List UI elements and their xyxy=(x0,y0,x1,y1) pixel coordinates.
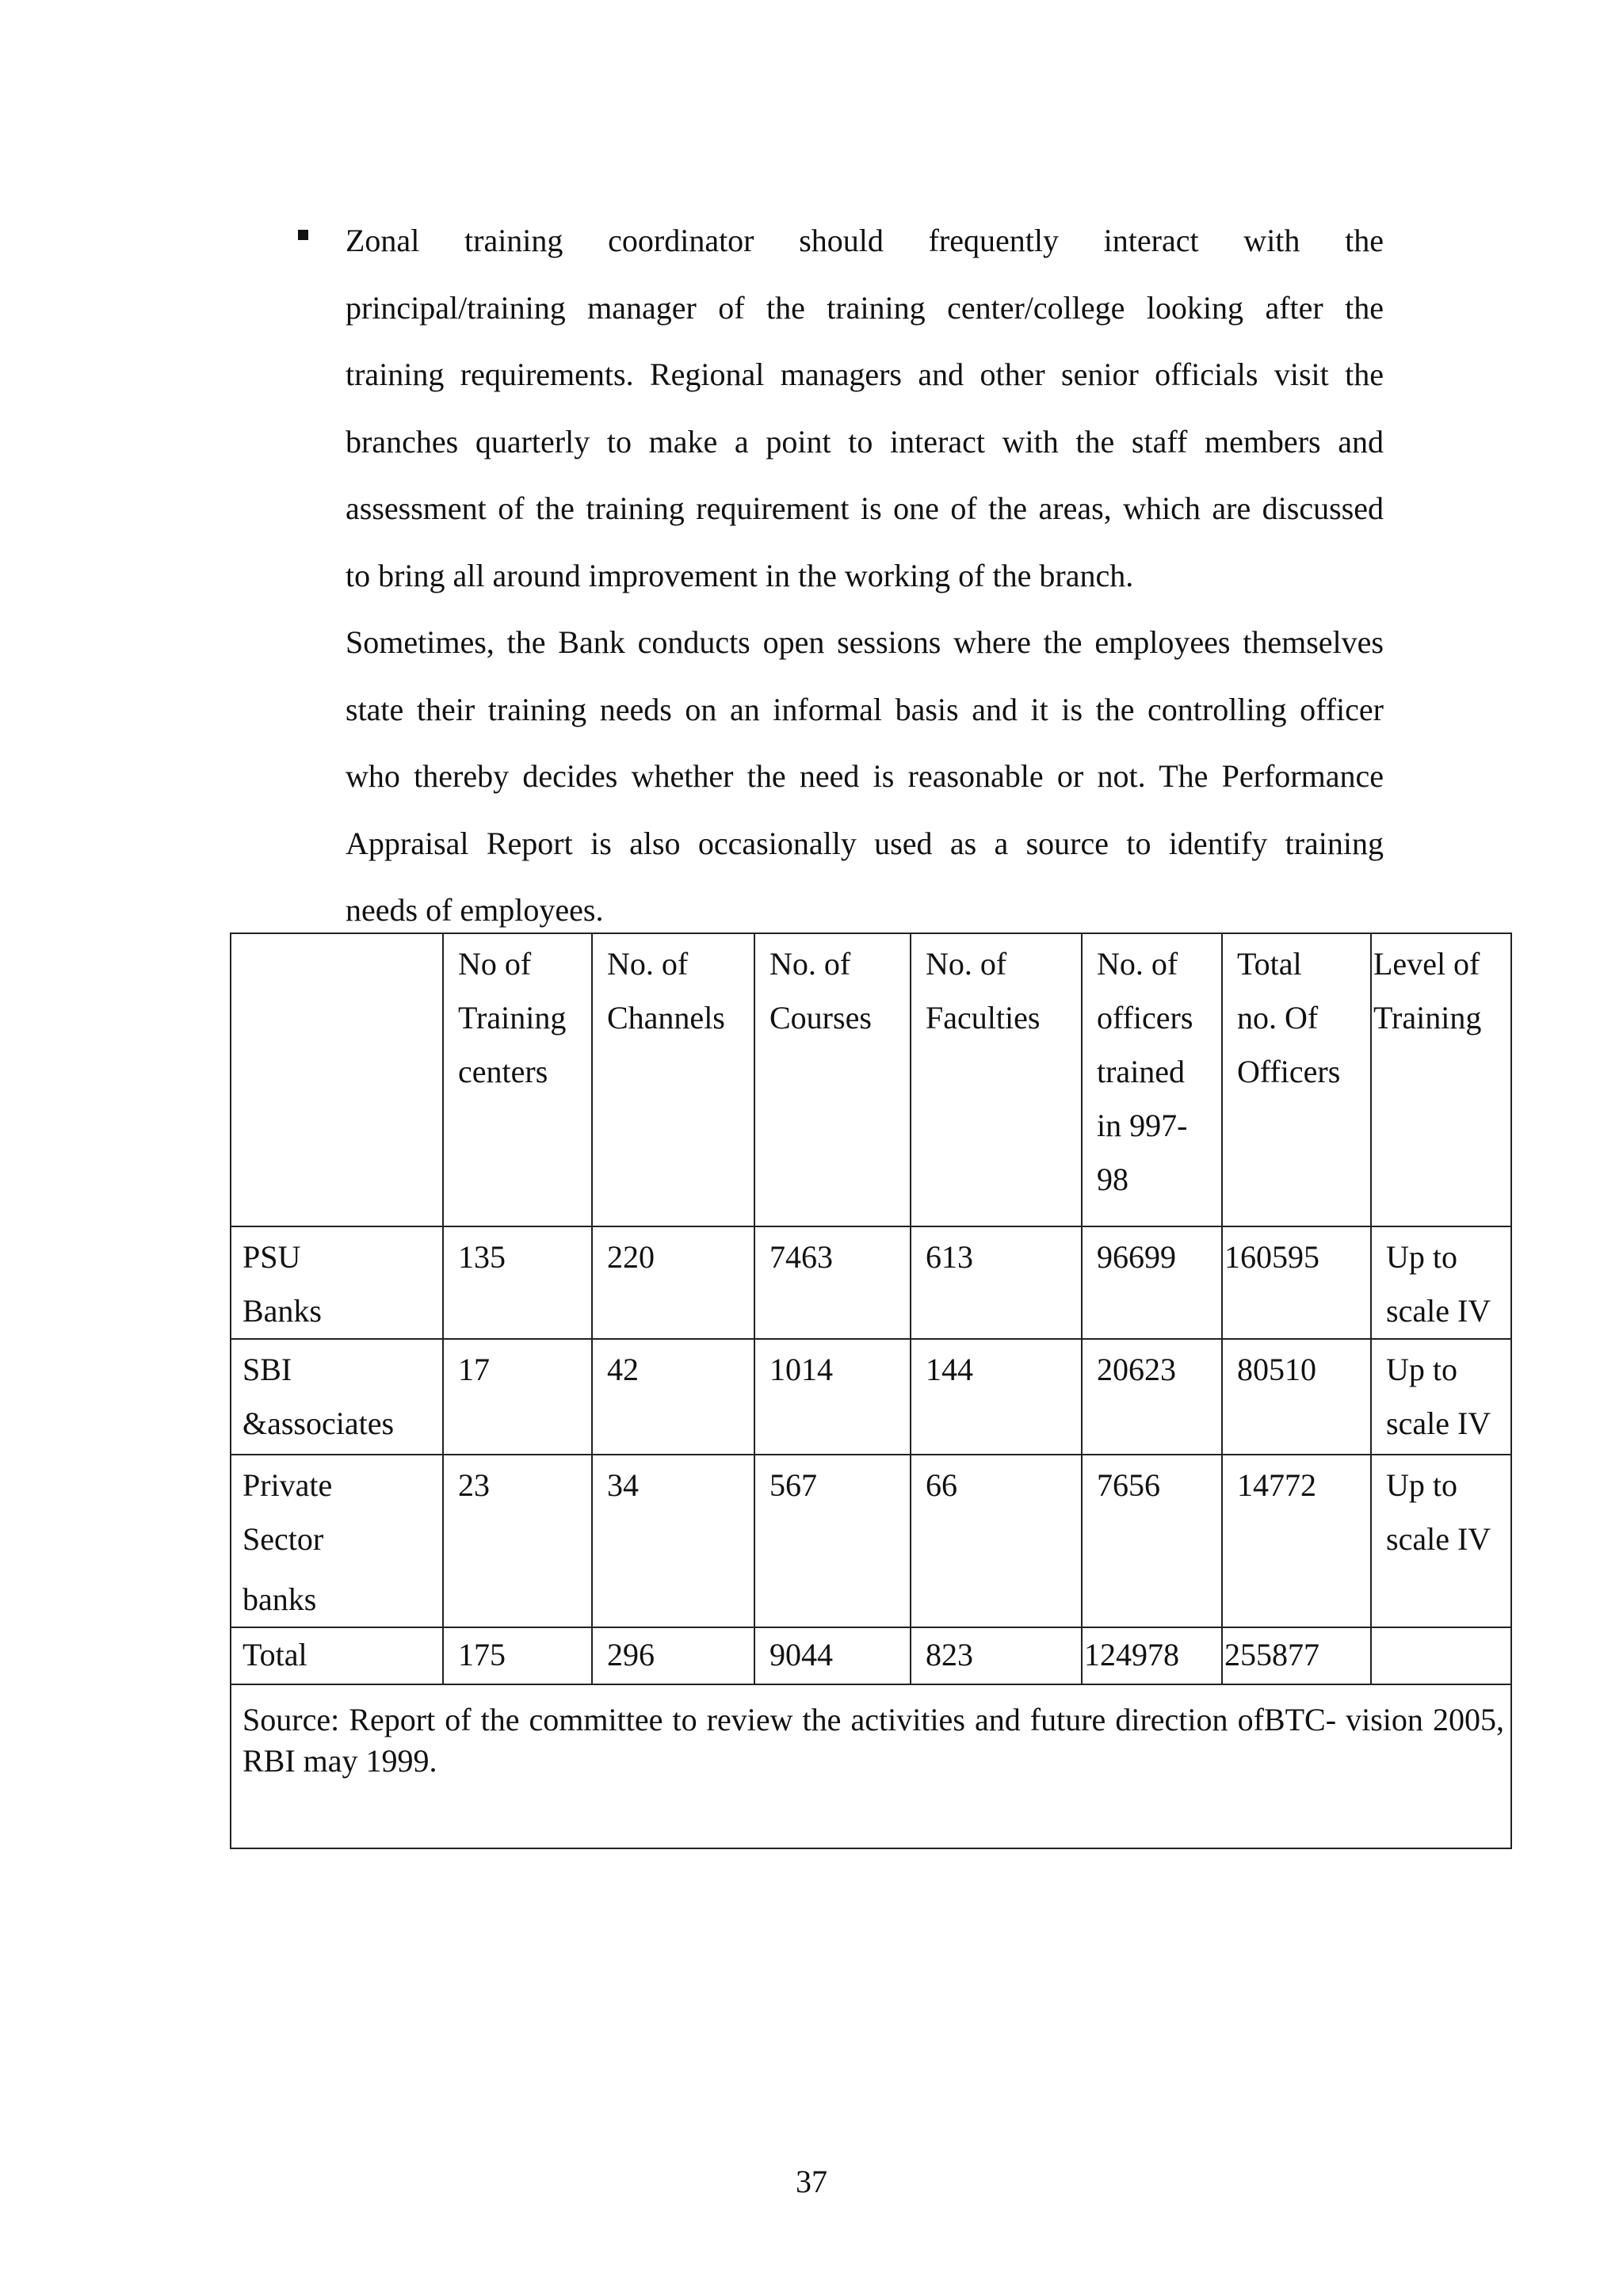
cell-courses: 567 xyxy=(754,1455,911,1627)
cell-total-officers: 160595 xyxy=(1222,1226,1371,1339)
header-line: in 997- xyxy=(1097,1108,1188,1143)
header-cell-training-centers xyxy=(443,933,592,1226)
paragraph-line: principal/training manager of the training center/college looking after the xyxy=(346,289,1384,326)
row-label-cell xyxy=(231,1455,443,1627)
header-cell-courses xyxy=(754,933,911,1226)
header-line: Channels xyxy=(607,1000,725,1035)
paragraph-line: to bring all around improvement in the working of the branch. xyxy=(346,557,1134,593)
paragraph-open-sessions xyxy=(346,609,1384,944)
header-line: No. of xyxy=(769,946,851,982)
total-officers-cell: 255877 xyxy=(1222,1627,1371,1684)
cell-centers: 17 xyxy=(443,1339,592,1455)
cell-courses: 7463 xyxy=(754,1226,911,1339)
training-statistics-table xyxy=(230,933,1512,1849)
row-label-line: Private xyxy=(242,1467,333,1503)
header-line: No. of xyxy=(926,946,1007,982)
header-line: Training xyxy=(1373,1000,1482,1035)
row-label-line: &associates xyxy=(242,1405,395,1441)
cell-total-officers: 14772 xyxy=(1222,1455,1371,1627)
total-faculties-cell: 823 xyxy=(911,1627,1082,1684)
cell-channels: 34 xyxy=(592,1455,754,1627)
cell-faculties: 66 xyxy=(911,1455,1082,1627)
header-cell-level-of-training xyxy=(1371,933,1511,1226)
table-header-row xyxy=(231,933,1511,1226)
paragraph-line: assessment of the training requirement is one of the areas, which are discussed xyxy=(346,490,1384,526)
row-label-line: banks xyxy=(242,1581,317,1617)
row-label-line: PSU xyxy=(242,1239,301,1275)
cell-officers-trained: 20623 xyxy=(1082,1339,1222,1455)
paragraph-line: needs of employees. xyxy=(346,892,604,928)
square-bullet-icon xyxy=(298,230,308,240)
paragraph-line: Sometimes, the Bank conducts open sessions where the employees themselves xyxy=(346,624,1384,660)
header-line: Level of xyxy=(1373,946,1480,982)
level-line: Up to xyxy=(1386,1467,1457,1503)
paragraph-line: Zonal training coordinator should frequently interact with the xyxy=(346,223,1384,258)
header-line: no. Of xyxy=(1237,1000,1319,1035)
table-total-row xyxy=(231,1627,1511,1684)
cell-faculties: 613 xyxy=(911,1226,1082,1339)
page-number: 37 xyxy=(796,2164,827,2199)
header-line: No. of xyxy=(607,946,689,982)
paragraph-line: branches quarterly to make a point to interact with the staff members and xyxy=(346,423,1384,460)
cell-level xyxy=(1371,1226,1511,1339)
cell-officers-trained: 96699 xyxy=(1082,1226,1222,1339)
source-cell xyxy=(231,1684,1511,1848)
cell-centers: 135 xyxy=(443,1226,592,1339)
cell-faculties: 144 xyxy=(911,1339,1082,1455)
cell-channels: 220 xyxy=(592,1226,754,1339)
header-cell-faculties xyxy=(911,933,1082,1226)
header-cell-channels xyxy=(592,933,754,1226)
header-line: No. of xyxy=(1097,946,1178,982)
row-label-line: Sector xyxy=(242,1521,324,1557)
level-line: scale IV xyxy=(1386,1293,1491,1329)
level-line: Up to xyxy=(1386,1352,1457,1387)
cell-courses: 1014 xyxy=(754,1339,911,1455)
header-line: Courses xyxy=(769,1000,872,1035)
row-label-line: Banks xyxy=(242,1293,322,1329)
paragraph-line: who thereby decides whether the need is reasonable or not. The Performance xyxy=(346,758,1384,794)
total-officers-trained-cell: 124978 xyxy=(1082,1627,1222,1684)
row-label-cell xyxy=(231,1226,443,1339)
header-line: Officers xyxy=(1237,1054,1341,1089)
paragraph-line: training requirements. Regional managers and other senior officials visit the xyxy=(346,357,1384,392)
total-centers-cell: 175 xyxy=(443,1627,592,1684)
total-label-cell: Total xyxy=(231,1627,443,1684)
cell-centers: 23 xyxy=(443,1455,592,1627)
header-cell-officers-trained xyxy=(1082,933,1222,1226)
total-courses-cell: 9044 xyxy=(754,1627,911,1684)
source-note: Source: Report of the committee to review the activities and future direction ofBTC- vision 2005, RBI may 1999. xyxy=(242,1702,1504,1779)
total-channels-cell: 296 xyxy=(592,1627,754,1684)
level-line: scale IV xyxy=(1386,1405,1491,1441)
header-line: Training xyxy=(458,1000,567,1035)
header-cell-total-officers xyxy=(1222,933,1371,1226)
level-line: scale IV xyxy=(1386,1521,1491,1557)
total-level-cell xyxy=(1371,1627,1511,1684)
header-line: No of xyxy=(458,946,532,982)
header-line: centers xyxy=(458,1054,548,1089)
table-row xyxy=(231,1455,1511,1627)
table-source-row xyxy=(231,1684,1511,1848)
paragraph-training-coordinator xyxy=(346,208,1384,609)
header-line: Total xyxy=(1237,946,1302,982)
header-line: Faculties xyxy=(926,1000,1041,1035)
cell-total-officers: 80510 xyxy=(1222,1339,1371,1455)
header-line: officers xyxy=(1097,1000,1193,1035)
row-label-line: SBI xyxy=(242,1352,292,1387)
cell-channels: 42 xyxy=(592,1339,754,1455)
row-label-cell xyxy=(231,1339,443,1455)
header-cell-empty xyxy=(231,933,443,1226)
table-row xyxy=(231,1339,1511,1455)
paragraph-line: Appraisal Report is also occasionally used as a source to identify training xyxy=(346,825,1384,861)
table-row xyxy=(231,1226,1511,1339)
cell-level xyxy=(1371,1455,1511,1627)
level-line: Up to xyxy=(1386,1239,1457,1275)
cell-level xyxy=(1371,1339,1511,1455)
paragraph-line: state their training needs on an informal basis and it is the controlling officer xyxy=(346,691,1384,727)
cell-officers-trained: 7656 xyxy=(1082,1455,1222,1627)
header-line: trained xyxy=(1097,1054,1186,1089)
header-line: 98 xyxy=(1097,1161,1128,1197)
